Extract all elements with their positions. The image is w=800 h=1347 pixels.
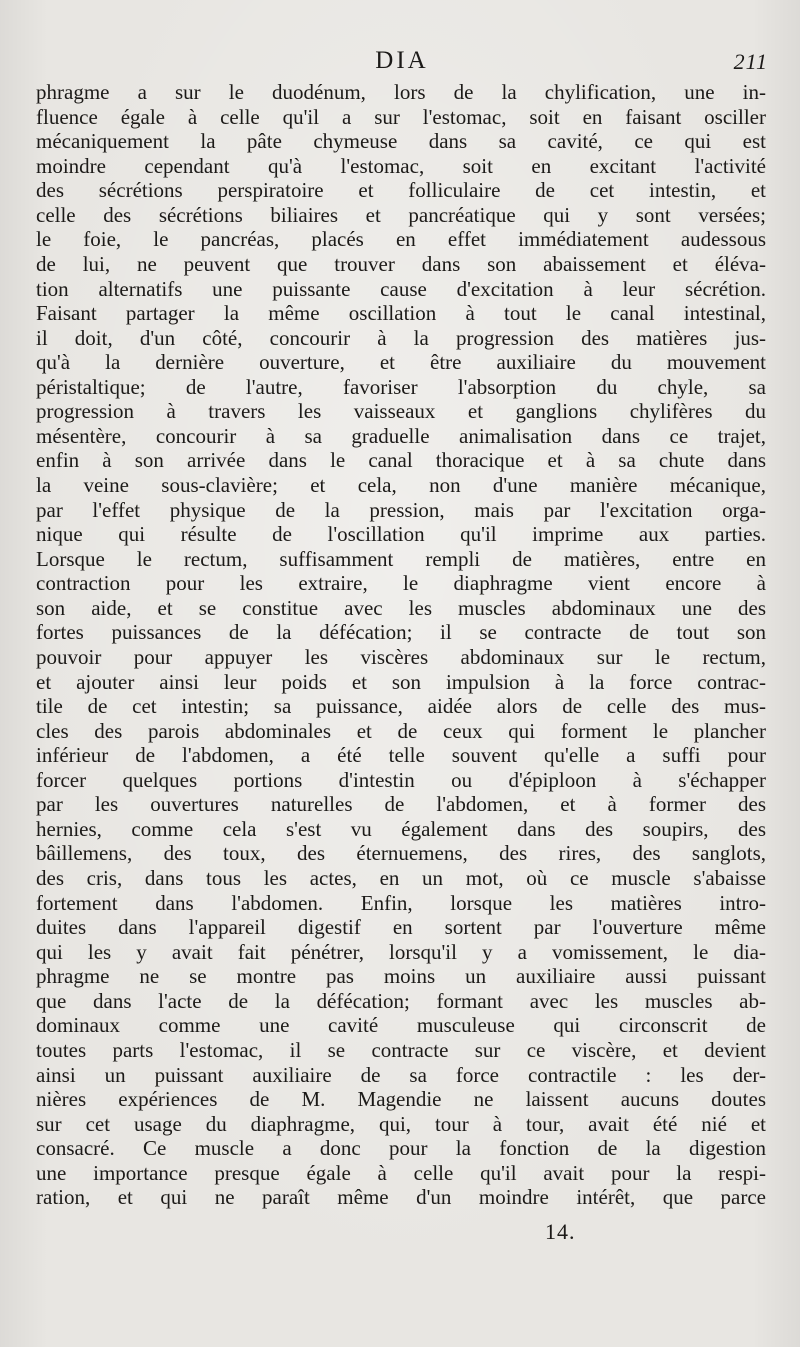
text-line: inférieur de l'abdomen, a été telle souvent qu'elle a suffi pour (36, 743, 766, 768)
text-line: fortes puissances de la défécation; il se contracte de tout son (36, 620, 766, 645)
text-line: tile de cet intestin; sa puissance, aidée alors de celle des mus- (36, 694, 766, 719)
text-line: par l'effet physique de la pression, mais par l'excitation orga- (36, 497, 766, 522)
text-line: péristaltique; de l'autre, favoriser l'absorption du chyle, sa (36, 374, 766, 399)
text-line: fluence égale à celle qu'il a sur l'estomac, soit en faisant osciller (36, 104, 766, 129)
text-line: dominaux comme une cavité musculeuse qui circonscrit de (36, 1013, 766, 1038)
text-line: pouvoir pour appuyer les viscères abdominaux sur le rectum, (36, 644, 766, 669)
text-line: tion alternatifs une puissante cause d'excitation à leur sécrétion. (36, 276, 766, 301)
page-number: 211 (733, 49, 768, 74)
text-line: une importance presque égale à celle qu'il avait pour la respi- (36, 1160, 766, 1185)
text-line: qui les y avait fait pénétrer, lorsqu'il y a vomissement, le dia- (36, 939, 766, 964)
text-line: et ajouter ainsi leur poids et son impulsion à la force contrac- (36, 669, 766, 694)
text-line: qu'à la dernière ouverture, et être auxiliaire du mouvement (36, 350, 766, 375)
text-line: contraction pour les extraire, le diaphragme vient encore à (36, 571, 766, 596)
text-line: de lui, ne peuvent que trouver dans son abaissement et éléva- (36, 251, 766, 276)
text-line: nique qui résulte de l'oscillation qu'il imprime aux parties. (36, 522, 766, 547)
text-line: des cris, dans tous les actes, en un mot, où ce muscle s'abaisse (36, 866, 766, 890)
text-line: moindre cependant qu'à l'estomac, soit en excitant l'activité (36, 153, 766, 178)
text-line: la veine sous-clavière; et cela, non d'une manière mécanique, (36, 473, 766, 497)
text-line: sur cet usage du diaphragme, qui, tour à tour, avait été nié et (36, 1111, 766, 1136)
running-title: DIA (375, 47, 429, 74)
body-text (36, 80, 766, 1210)
running-head (36, 46, 768, 80)
text-line: progression à travers les vaisseaux et ganglions chylifères du (36, 399, 766, 424)
text-line: bâillemens, des toux, des éternuemens, des rires, des sanglots, (36, 841, 766, 866)
text-line: Faisant partager la même oscillation à tout le canal intestinal, (36, 301, 766, 326)
text-line: Lorsque le rectum, suffisamment rempli de matières, entre en (36, 546, 766, 571)
signature-mark: 14. (545, 1219, 576, 1244)
text-line: le foie, le pancréas, placés en effet immédiatement audessous (36, 227, 766, 252)
text-line: fortement dans l'abdomen. Enfin, lorsque les matières intro- (36, 890, 766, 915)
text-line: que dans l'acte de la défécation; formant avec les muscles ab- (36, 988, 766, 1013)
text-line: consacré. Ce muscle a donc pour la fonction de la digestion (36, 1136, 766, 1161)
text-line: forcer quelques portions d'intestin ou d'épiploon à s'échapper (36, 767, 766, 792)
text-line: nières expériences de M. Magendie ne laissent aucuns doutes (36, 1087, 766, 1112)
text-line: toutes parts l'estomac, il se contracte sur ce viscère, et devient (36, 1037, 766, 1062)
text-line: son aide, et se constitue avec les muscles abdominaux une des (36, 595, 766, 620)
text-line: ainsi un puissant auxiliaire de sa force contractile : les der- (36, 1062, 766, 1087)
text-line: il doit, d'un côté, concourir à la progression des matières jus- (36, 325, 766, 350)
text-line: duites dans l'appareil digestif en sortent par l'ouverture même (36, 915, 766, 940)
text-line: hernies, comme cela s'est vu également dans des soupirs, des (36, 816, 766, 841)
text-line: phragme a sur le duodénum, lors de la chylification, une in- (36, 80, 766, 104)
text-line: cles des parois abdominales et de ceux qui forment le plancher (36, 718, 766, 743)
text-line: par les ouvertures naturelles de l'abdomen, et à former des (36, 792, 766, 817)
text-line: mécaniquement la pâte chymeuse dans sa cavité, ce qui est (36, 129, 766, 154)
text-line: des sécrétions perspiratoire et folliculaire de cet intestin, et (36, 178, 766, 203)
text-line: phragme ne se montre pas moins un auxiliaire aussi puissant (36, 964, 766, 989)
text-line: enfin à son arrivée dans le canal thoracique et à sa chute dans (36, 448, 766, 473)
text-line: celle des sécrétions biliaires et pancréatique qui y sont versées; (36, 202, 766, 227)
text-line: ration, et qui ne paraît même d'un moindre intérêt, que parce (36, 1185, 766, 1210)
text-line: mésentère, concourir à sa graduelle animalisation dans ce trajet, (36, 423, 766, 448)
